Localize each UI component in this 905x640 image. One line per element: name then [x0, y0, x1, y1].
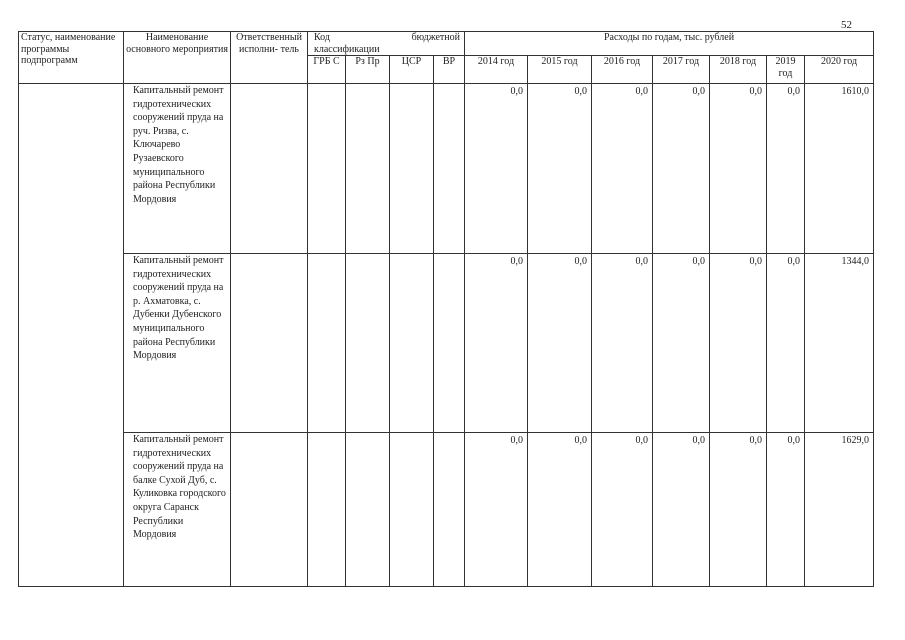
value-2016: 0,0	[592, 84, 653, 254]
budget-code-header	[308, 32, 465, 56]
measure-name: Капитальный ремонт гидротехнических сооружений пруда на балке Сухой Дуб, с. Куликовка городского округа Саранск Республики Мордовия	[124, 433, 231, 587]
expenses-header: Расходы по годам, тыс. рублей	[465, 32, 874, 56]
value-2017: 0,0	[653, 84, 710, 254]
year-header-2019: 2019 год	[767, 56, 805, 84]
value-2017: 0,0	[653, 254, 710, 433]
status-header: Статус, наименование программы подпрограмм	[19, 32, 124, 84]
vr-cell	[434, 254, 465, 433]
value-2020: 1610,0	[805, 84, 874, 254]
code-word: Код	[314, 32, 330, 43]
table-row	[19, 433, 874, 587]
csr-cell	[390, 254, 434, 433]
year-header-2016: 2016 год	[592, 56, 653, 84]
responsible-cell	[231, 433, 308, 587]
value-2016: 0,0	[592, 433, 653, 587]
vr-header: ВР	[434, 56, 465, 84]
code-classification-word: классификации	[314, 44, 380, 55]
year-header-2014: 2014 год	[465, 56, 528, 84]
header-row-1	[19, 32, 874, 56]
vr-cell	[434, 84, 465, 254]
value-2020: 1344,0	[805, 254, 874, 433]
value-2020: 1629,0	[805, 433, 874, 587]
responsible-cell	[231, 84, 308, 254]
rzpr-cell	[346, 433, 390, 587]
value-2014: 0,0	[465, 254, 528, 433]
value-2017: 0,0	[653, 433, 710, 587]
csr-cell	[390, 84, 434, 254]
vr-cell	[434, 433, 465, 587]
table-row	[19, 84, 874, 254]
year-header-2020: 2020 год	[805, 56, 874, 84]
responsible-header: Ответственный исполни- тель	[231, 32, 308, 84]
rzpr-header: Рз Пр	[346, 56, 390, 84]
value-2019: 0,0	[767, 84, 805, 254]
grbs-header: ГРБ С	[308, 56, 346, 84]
value-2019: 0,0	[767, 433, 805, 587]
year-header-2015: 2015 год	[528, 56, 592, 84]
value-2018: 0,0	[710, 433, 767, 587]
year-header-2017: 2017 год	[653, 56, 710, 84]
csr-header: ЦСР	[390, 56, 434, 84]
value-2016: 0,0	[592, 254, 653, 433]
value-2019: 0,0	[767, 254, 805, 433]
status-cell	[19, 84, 124, 587]
measure-name: Капитальный ремонт гидротехнических сооружений пруда на р. Ахматовка, с. Дубенки Дубенского муниципального района Республики Мордовия	[124, 254, 231, 433]
responsible-cell	[231, 254, 308, 433]
code-budget-word: бюджетной	[411, 32, 460, 43]
table-row	[19, 254, 874, 433]
rzpr-cell	[346, 254, 390, 433]
grbs-cell	[308, 433, 346, 587]
measure-header: Наименование основного мероприятия	[124, 32, 231, 84]
grbs-cell	[308, 84, 346, 254]
value-2015: 0,0	[528, 84, 592, 254]
grbs-cell	[308, 254, 346, 433]
value-2014: 0,0	[465, 433, 528, 587]
rzpr-cell	[346, 84, 390, 254]
year-header-2018: 2018 год	[710, 56, 767, 84]
measure-name: Капитальный ремонт гидротехнических сооружений пруда на руч. Ризва, с. Ключарево Рузаевского муниципального района Республики Мордовия	[124, 84, 231, 254]
value-2015: 0,0	[528, 433, 592, 587]
csr-cell	[390, 433, 434, 587]
value-2018: 0,0	[710, 254, 767, 433]
budget-table	[18, 31, 874, 587]
value-2018: 0,0	[710, 84, 767, 254]
value-2014: 0,0	[465, 84, 528, 254]
value-2015: 0,0	[528, 254, 592, 433]
page-number: 52	[841, 19, 852, 31]
